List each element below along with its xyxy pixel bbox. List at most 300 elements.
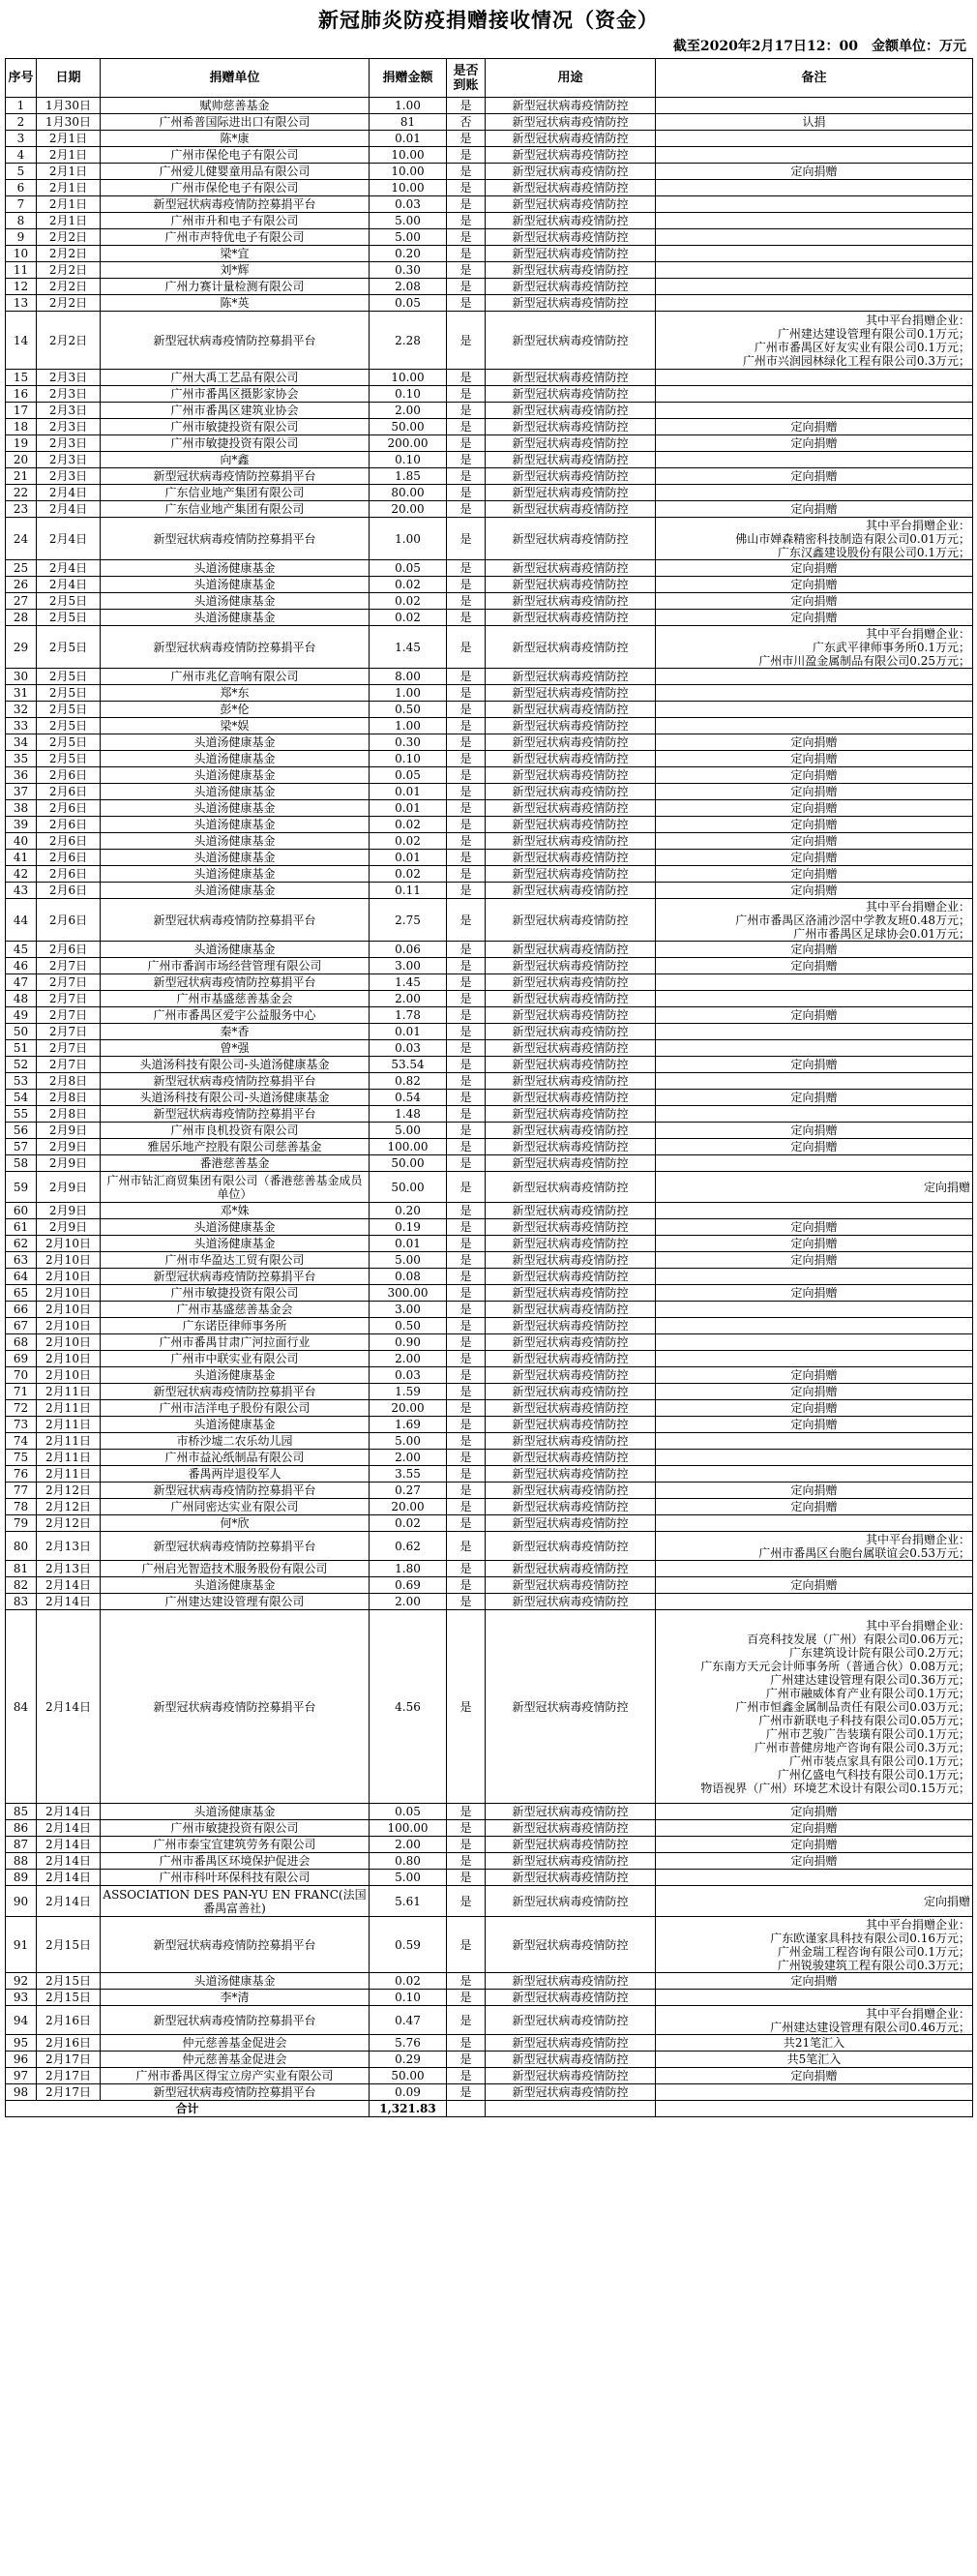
cell-no: 38 [6, 800, 37, 817]
cell-amount: 1.85 [370, 468, 447, 485]
cell-note: 定向捐赠 [656, 468, 973, 485]
cell-amount: 0.20 [370, 1203, 447, 1219]
cell-use: 新型冠状病毒疫情防控 [486, 1252, 656, 1269]
table-row [6, 1515, 973, 1532]
cell-use: 新型冠状病毒疫情防控 [486, 1433, 656, 1450]
cell-received: 是 [447, 2084, 486, 2101]
cell-date: 2月16日 [37, 2006, 101, 2035]
cell-donor: 头道汤科技有限公司-头道汤健康基金 [101, 1057, 370, 1073]
cell-date: 2月7日 [37, 1040, 101, 1057]
cell-no: 95 [6, 2035, 37, 2052]
cell-received: 是 [447, 1433, 486, 1450]
cell-date: 2月1日 [37, 196, 101, 213]
cell-amount: 5.76 [370, 2035, 447, 2052]
cell-amount: 0.90 [370, 1334, 447, 1351]
cell-received: 是 [447, 593, 486, 610]
cell-received: 是 [447, 1561, 486, 1577]
cell-note: 定向捐赠 [656, 958, 973, 974]
cell-received: 是 [447, 626, 486, 669]
cell-donor: 头道汤健康基金 [101, 1219, 370, 1236]
cell-use: 新型冠状病毒疫情防控 [486, 180, 656, 196]
cell-note [656, 1269, 973, 1285]
cell-no: 1 [6, 98, 37, 114]
table-row [6, 1577, 973, 1594]
cell-no: 92 [6, 1973, 37, 1990]
table-header-row [6, 59, 973, 98]
cell-note [656, 295, 973, 312]
cell-note: 定向捐赠 [656, 1139, 973, 1155]
cell-date: 2月6日 [37, 833, 101, 850]
cell-donor: 彭*伦 [101, 702, 370, 718]
cell-donor: 新型冠状病毒疫情防控募捐平台 [101, 468, 370, 485]
cell-amount: 1.00 [370, 685, 447, 702]
cell-date: 2月4日 [37, 518, 101, 560]
cell-received: 是 [447, 974, 486, 991]
cell-received: 是 [447, 1203, 486, 1219]
cell-note: 定向捐赠 [656, 784, 973, 800]
cell-use: 新型冠状病毒疫情防控 [486, 386, 656, 403]
cell-use: 新型冠状病毒疫情防控 [486, 560, 656, 577]
cell-amount: 50.00 [370, 1172, 447, 1203]
cell-received: 是 [447, 370, 486, 386]
cell-date: 2月8日 [37, 1106, 101, 1123]
cell-donor: 广州市敏捷投资有限公司 [101, 435, 370, 452]
cell-use: 新型冠状病毒疫情防控 [486, 883, 656, 899]
cell-received: 是 [447, 1384, 486, 1400]
table-row [6, 1024, 973, 1040]
cell-note [656, 131, 973, 147]
cell-date: 2月1日 [37, 147, 101, 164]
cell-donor: 头道汤健康基金 [101, 817, 370, 833]
table-row [6, 1219, 973, 1236]
cell-date: 2月2日 [37, 279, 101, 295]
cell-amount: 2.00 [370, 1351, 447, 1367]
cell-donor: 广州建达建设管理有限公司 [101, 1594, 370, 1610]
cell-note [656, 370, 973, 386]
cell-donor: 头道汤健康基金 [101, 593, 370, 610]
cell-no: 96 [6, 2052, 37, 2068]
cell-no: 74 [6, 1433, 37, 1450]
cell-no: 8 [6, 213, 37, 229]
cell-amount: 0.50 [370, 1318, 447, 1334]
cell-amount: 2.00 [370, 1450, 447, 1466]
cell-received: 是 [447, 2068, 486, 2084]
cell-donor: 广州市洁洋电子股份有限公司 [101, 1400, 370, 1417]
cell-amount: 81 [370, 114, 447, 131]
cell-no: 60 [6, 1203, 37, 1219]
cell-use: 新型冠状病毒疫情防控 [486, 196, 656, 213]
cell-date: 2月5日 [37, 718, 101, 734]
cell-no: 97 [6, 2068, 37, 2084]
cell-note: 定向捐赠 [656, 1219, 973, 1236]
cell-date: 2月12日 [37, 1499, 101, 1515]
cell-no: 64 [6, 1269, 37, 1285]
cell-no: 55 [6, 1106, 37, 1123]
cell-donor: 广州希普国际进出口有限公司 [101, 114, 370, 131]
cell-received: 是 [447, 1172, 486, 1203]
cell-amount: 0.08 [370, 1269, 447, 1285]
cell-date: 2月10日 [37, 1236, 101, 1252]
table-row [6, 669, 973, 685]
cell-received: 是 [447, 784, 486, 800]
table-row [6, 833, 973, 850]
cell-amount: 0.80 [370, 1853, 447, 1870]
cell-received: 是 [447, 1090, 486, 1106]
cell-received: 是 [447, 501, 486, 518]
cell-use: 新型冠状病毒疫情防控 [486, 2084, 656, 2101]
table-row [6, 817, 973, 833]
cell-use: 新型冠状病毒疫情防控 [486, 1203, 656, 1219]
cell-date: 2月11日 [37, 1417, 101, 1433]
cell-amount: 0.11 [370, 883, 447, 899]
table-row [6, 751, 973, 767]
cell-amount: 0.01 [370, 850, 447, 866]
cell-received: 是 [447, 2035, 486, 2052]
cell-use: 新型冠状病毒疫情防控 [486, 1351, 656, 1367]
cell-amount: 1.80 [370, 1561, 447, 1577]
cell-no: 50 [6, 1024, 37, 1040]
cell-note: 其中平台捐赠企业： 广东欧谨家具科技有限公司0.16万元； 广州金瑞工程咨询有限公司0.1万元； 广州锐骏建筑工程有限公司0.3万元； [656, 1917, 973, 1973]
cell-use: 新型冠状病毒疫情防控 [486, 1499, 656, 1515]
table-row [6, 1252, 973, 1269]
cell-received: 是 [447, 2052, 486, 2068]
header-donor: 捐赠单位 [101, 59, 370, 98]
cell-note [656, 1594, 973, 1610]
cell-date: 2月7日 [37, 958, 101, 974]
cell-received: 是 [447, 1302, 486, 1318]
table-row [6, 370, 973, 386]
cell-note: 定向捐赠 [656, 164, 973, 180]
header-use: 用途 [486, 59, 656, 98]
cell-note: 定向捐赠 [656, 1886, 973, 1917]
cell-date: 2月14日 [37, 1804, 101, 1820]
table-row [6, 1139, 973, 1155]
cell-received: 是 [447, 850, 486, 866]
cell-no: 84 [6, 1610, 37, 1804]
cell-no: 24 [6, 518, 37, 560]
cell-donor: 新型冠状病毒疫情防控募捐平台 [101, 1106, 370, 1123]
cell-no: 94 [6, 2006, 37, 2035]
header-no: 序号 [6, 59, 37, 98]
cell-amount: 0.05 [370, 560, 447, 577]
table-row [6, 1007, 973, 1024]
table-row [6, 974, 973, 991]
cell-amount: 0.05 [370, 295, 447, 312]
table-row [6, 1417, 973, 1433]
cell-amount: 0.01 [370, 1024, 447, 1040]
cell-donor: 雅居乐地产控股有限公司慈善基金 [101, 1139, 370, 1155]
cell-note [656, 2084, 973, 2101]
cell-no: 81 [6, 1561, 37, 1577]
cell-received: 是 [447, 1577, 486, 1594]
cell-use: 新型冠状病毒疫情防控 [486, 262, 656, 279]
cell-donor: 广州市保伦电子有限公司 [101, 180, 370, 196]
cell-use: 新型冠状病毒疫情防控 [486, 2006, 656, 2035]
cell-received: 是 [447, 279, 486, 295]
table-row [6, 1400, 973, 1417]
table-row [6, 1123, 973, 1139]
cell-use: 新型冠状病毒疫情防控 [486, 1384, 656, 1400]
cell-use: 新型冠状病毒疫情防控 [486, 1870, 656, 1886]
cell-donor: 广州市番禺区建筑业协会 [101, 403, 370, 419]
cell-use: 新型冠状病毒疫情防控 [486, 850, 656, 866]
cell-date: 2月5日 [37, 610, 101, 626]
cell-note: 定向捐赠 [656, 1367, 973, 1384]
cell-use: 新型冠状病毒疫情防控 [486, 1073, 656, 1090]
cell-donor: 广州市番禺区得宝立房产实业有限公司 [101, 2068, 370, 2084]
cell-received: 是 [447, 1252, 486, 1269]
table-row [6, 1269, 973, 1285]
cell-date: 2月5日 [37, 685, 101, 702]
cell-donor: 广州市华盈达工贸有限公司 [101, 1252, 370, 1269]
cell-note: 其中平台捐赠企业： 广州建达建设管理有限公司0.46万元； [656, 2006, 973, 2035]
cell-use: 新型冠状病毒疫情防控 [486, 279, 656, 295]
cell-amount: 5.00 [370, 229, 447, 246]
cell-donor: 广州市敏捷投资有限公司 [101, 1285, 370, 1302]
cell-amount: 5.61 [370, 1886, 447, 1917]
cell-date: 2月15日 [37, 1973, 101, 1990]
cell-received: 是 [447, 1499, 486, 1515]
cell-no: 28 [6, 610, 37, 626]
cell-no: 79 [6, 1515, 37, 1532]
cell-note [656, 1870, 973, 1886]
cell-amount: 300.00 [370, 1285, 447, 1302]
cell-amount: 10.00 [370, 147, 447, 164]
cell-note [656, 1302, 973, 1318]
cell-no: 73 [6, 1417, 37, 1433]
table-row [6, 435, 973, 452]
cell-received: 是 [447, 1400, 486, 1417]
cell-date: 2月12日 [37, 1515, 101, 1532]
cell-donor: 广州市兆亿音响有限公司 [101, 669, 370, 685]
cell-note: 定向捐赠 [656, 767, 973, 784]
cell-note: 定向捐赠 [656, 577, 973, 593]
cell-date: 2月3日 [37, 468, 101, 485]
table-row [6, 403, 973, 419]
cell-date: 2月6日 [37, 850, 101, 866]
cell-received: 是 [447, 1837, 486, 1853]
cell-amount: 2.00 [370, 1837, 447, 1853]
cell-received: 是 [447, 1057, 486, 1073]
cell-note [656, 1318, 973, 1334]
table-row [6, 560, 973, 577]
cell-received: 是 [447, 147, 486, 164]
cell-note: 定向捐赠 [656, 850, 973, 866]
table-row [6, 1433, 973, 1450]
cell-use: 新型冠状病毒疫情防控 [486, 1057, 656, 1073]
cell-no: 45 [6, 942, 37, 958]
table-row [6, 734, 973, 751]
table-row [6, 702, 973, 718]
cell-use: 新型冠状病毒疫情防控 [486, 1285, 656, 1302]
cell-no: 75 [6, 1450, 37, 1466]
cell-use: 新型冠状病毒疫情防控 [486, 1837, 656, 1853]
cell-amount: 0.27 [370, 1483, 447, 1499]
cell-no: 91 [6, 1917, 37, 1973]
cell-note: 定向捐赠 [656, 419, 973, 435]
cell-use: 新型冠状病毒疫情防控 [486, 1269, 656, 1285]
cell-note [656, 1433, 973, 1450]
table-row [6, 164, 973, 180]
cell-use: 新型冠状病毒疫情防控 [486, 593, 656, 610]
cell-no: 20 [6, 452, 37, 468]
cell-no: 21 [6, 468, 37, 485]
cell-date: 2月14日 [37, 1853, 101, 1870]
cell-note [656, 1203, 973, 1219]
table-row [6, 1450, 973, 1466]
cell-use: 新型冠状病毒疫情防控 [486, 734, 656, 751]
cell-date: 2月10日 [37, 1367, 101, 1384]
cell-use: 新型冠状病毒疫情防控 [486, 164, 656, 180]
table-row [6, 312, 973, 370]
cell-donor: 广州市番禺区环境保护促进会 [101, 1853, 370, 1870]
cell-received: 是 [447, 1219, 486, 1236]
cell-amount: 5.00 [370, 1123, 447, 1139]
cell-no: 89 [6, 1870, 37, 1886]
table-row [6, 991, 973, 1007]
cell-use: 新型冠状病毒疫情防控 [486, 1236, 656, 1252]
cell-received: 是 [447, 1106, 486, 1123]
cell-no: 68 [6, 1334, 37, 1351]
cell-date: 2月10日 [37, 1302, 101, 1318]
cell-received: 是 [447, 866, 486, 883]
table-row [6, 147, 973, 164]
table-row [6, 213, 973, 229]
cell-note: 定向捐赠 [656, 1057, 973, 1073]
table-row [6, 2068, 973, 2084]
table-row [6, 1236, 973, 1252]
cell-no: 57 [6, 1139, 37, 1155]
cell-use: 新型冠状病毒疫情防控 [486, 1886, 656, 1917]
cell-date: 2月4日 [37, 560, 101, 577]
cell-note [656, 1351, 973, 1367]
cell-use: 新型冠状病毒疫情防控 [486, 1090, 656, 1106]
cell-date: 2月10日 [37, 1252, 101, 1269]
header-received: 是否到账 [447, 59, 486, 98]
cell-date: 2月11日 [37, 1433, 101, 1450]
table-row [6, 1367, 973, 1384]
cell-received: 是 [447, 899, 486, 942]
cell-note: 定向捐赠 [656, 1123, 973, 1139]
cell-use: 新型冠状病毒疫情防控 [486, 1155, 656, 1172]
cell-received: 是 [447, 131, 486, 147]
cell-use: 新型冠状病毒疫情防控 [486, 2068, 656, 2084]
table-row [6, 1917, 973, 1973]
cell-received: 是 [447, 1886, 486, 1917]
cell-date: 2月14日 [37, 1870, 101, 1886]
cell-amount: 0.06 [370, 942, 447, 958]
cell-received: 是 [447, 669, 486, 685]
cell-use: 新型冠状病毒疫情防控 [486, 1990, 656, 2006]
cell-note [656, 147, 973, 164]
cell-date: 2月15日 [37, 1917, 101, 1973]
table-row [6, 1203, 973, 1219]
cell-donor: 头道汤健康基金 [101, 833, 370, 850]
cell-note: 定向捐赠 [656, 1973, 973, 1990]
cell-donor: 广州市良机投资有限公司 [101, 1123, 370, 1139]
cell-use: 新型冠状病毒疫情防控 [486, 1820, 656, 1837]
cell-use: 新型冠状病毒疫情防控 [486, 1804, 656, 1820]
cell-date: 2月1日 [37, 164, 101, 180]
cell-donor: 头道汤健康基金 [101, 784, 370, 800]
cell-no: 69 [6, 1351, 37, 1367]
cell-amount: 20.00 [370, 1499, 447, 1515]
cell-amount: 0.02 [370, 833, 447, 850]
cell-no: 87 [6, 1837, 37, 1853]
cell-note: 定向捐赠 [656, 1384, 973, 1400]
cell-donor: 广州大禹工艺品有限公司 [101, 370, 370, 386]
cell-date: 2月9日 [37, 1172, 101, 1203]
cell-amount: 3.55 [370, 1466, 447, 1483]
cell-no: 19 [6, 435, 37, 452]
table-row [6, 1837, 973, 1853]
cell-date: 1月30日 [37, 114, 101, 131]
cell-donor: 郑*东 [101, 685, 370, 702]
cell-note: 定向捐赠 [656, 560, 973, 577]
cell-use: 新型冠状病毒疫情防控 [486, 1483, 656, 1499]
page-title: 新冠肺炎防疫捐赠接收情况（资金） [318, 8, 659, 32]
cell-received: 是 [447, 196, 486, 213]
cell-received: 是 [447, 1334, 486, 1351]
cell-donor: 广东信业地产集团有限公司 [101, 485, 370, 501]
cell-use: 新型冠状病毒疫情防控 [486, 1532, 656, 1561]
cell-received: 是 [447, 229, 486, 246]
cell-donor: 广州市敏捷投资有限公司 [101, 419, 370, 435]
cell-donor: 秦*香 [101, 1024, 370, 1040]
cell-received: 是 [447, 577, 486, 593]
cell-date: 1月30日 [37, 98, 101, 114]
cell-use: 新型冠状病毒疫情防控 [486, 1219, 656, 1236]
cell-date: 2月5日 [37, 702, 101, 718]
cell-received: 是 [447, 1610, 486, 1804]
cell-note [656, 1040, 973, 1057]
cell-amount: 0.02 [370, 577, 447, 593]
table-row [6, 626, 973, 669]
cell-use: 新型冠状病毒疫情防控 [486, 295, 656, 312]
cell-note: 定向捐赠 [656, 866, 973, 883]
cell-use: 新型冠状病毒疫情防控 [486, 1917, 656, 1973]
cell-note [656, 403, 973, 419]
cell-amount: 0.01 [370, 800, 447, 817]
cell-date: 2月8日 [37, 1073, 101, 1090]
cell-date: 2月9日 [37, 1123, 101, 1139]
cell-use: 新型冠状病毒疫情防控 [486, 419, 656, 435]
cell-received: 是 [447, 883, 486, 899]
cell-no: 62 [6, 1236, 37, 1252]
cell-date: 2月1日 [37, 213, 101, 229]
cell-donor: 广州市保伦电子有限公司 [101, 147, 370, 164]
cell-received: 是 [447, 767, 486, 784]
cell-note [656, 1155, 973, 1172]
cell-amount: 0.05 [370, 767, 447, 784]
table-row [6, 1040, 973, 1057]
cell-no: 85 [6, 1804, 37, 1820]
table-row [6, 883, 973, 899]
cell-donor: 新型冠状病毒疫情防控募捐平台 [101, 1269, 370, 1285]
cell-note [656, 485, 973, 501]
cell-note: 共21笔汇入 [656, 2035, 973, 2052]
cell-use: 新型冠状病毒疫情防控 [486, 1610, 656, 1804]
cell-no: 26 [6, 577, 37, 593]
cell-note: 定向捐赠 [656, 2068, 973, 2084]
cell-no: 52 [6, 1057, 37, 1073]
cell-received: 是 [447, 262, 486, 279]
cell-use: 新型冠状病毒疫情防控 [486, 817, 656, 833]
cell-no: 7 [6, 196, 37, 213]
table-row [6, 593, 973, 610]
cell-use: 新型冠状病毒疫情防控 [486, 1334, 656, 1351]
table-row [6, 1483, 973, 1499]
